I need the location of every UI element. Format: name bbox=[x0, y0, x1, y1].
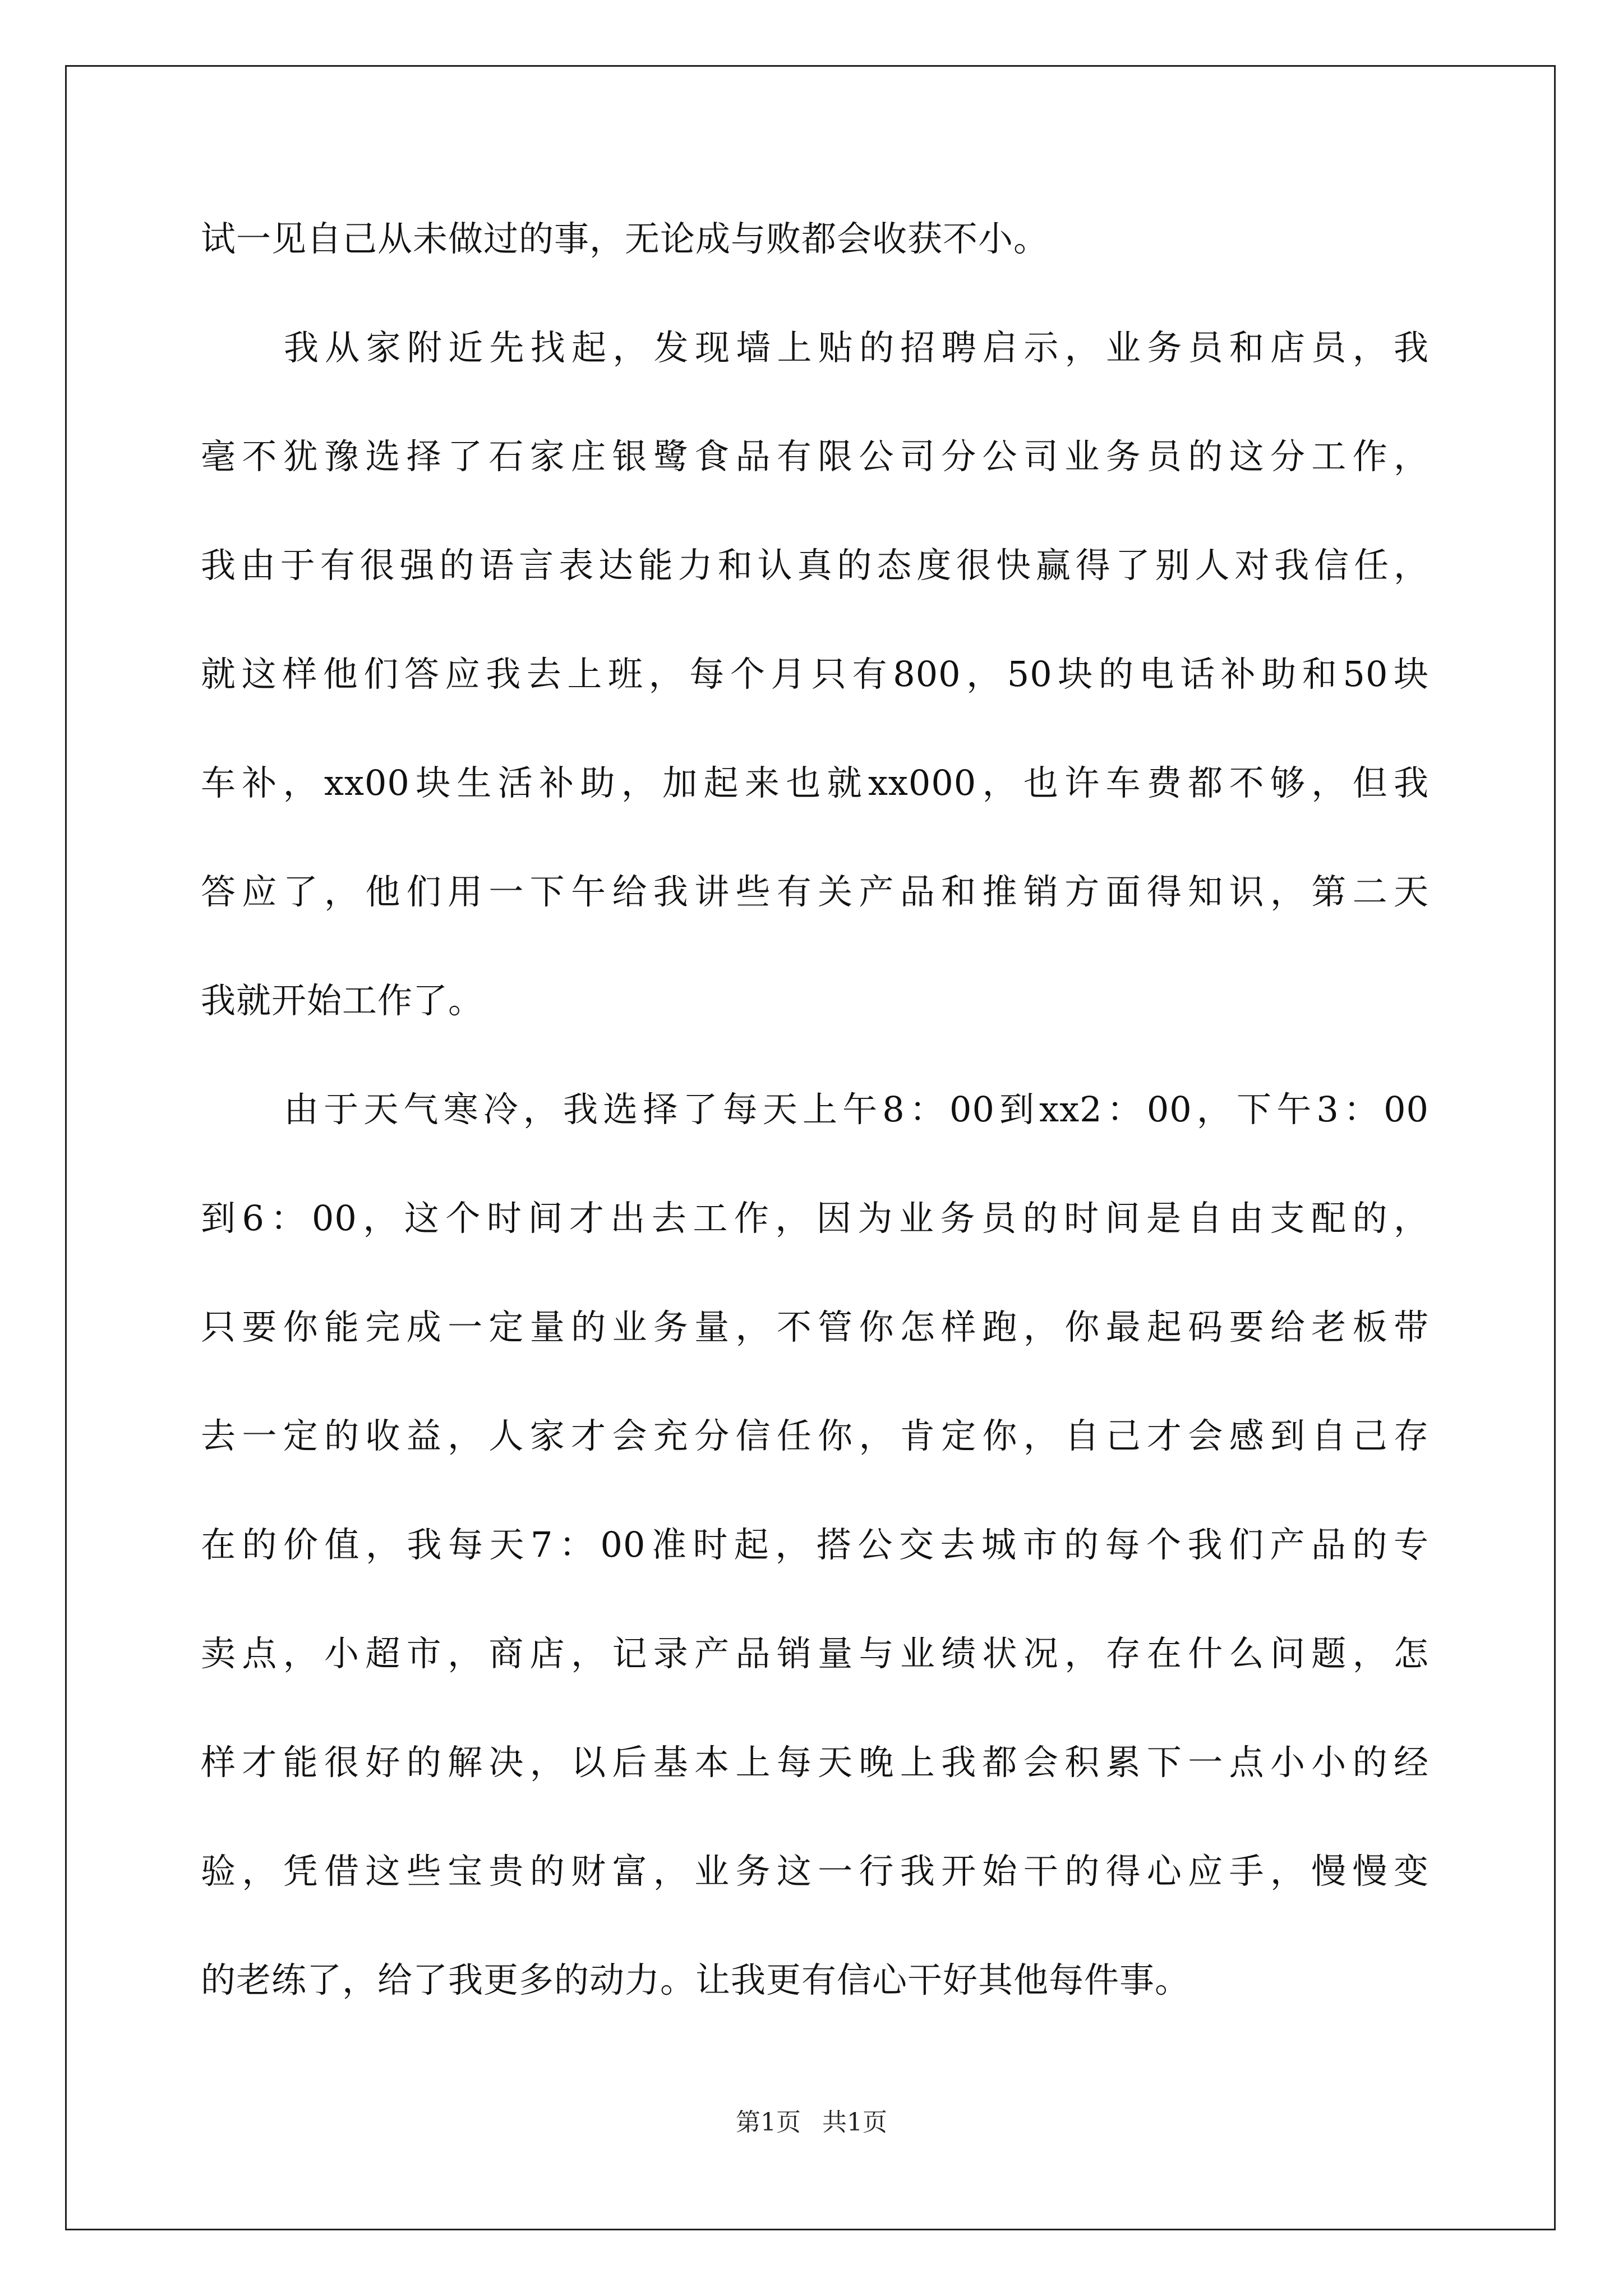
text-line: 答应了，他们用一下午给我讲些有关产品和推销方面得知识，第二天 bbox=[201, 871, 1429, 912]
text-line: 卖点，小超市，商店，记录产品销量与业绩状况，存在什么问题，怎 bbox=[201, 1633, 1429, 1674]
paragraph-first-line: 由于天气寒冷，我选择了每天上午8：00到xx2：00，下午3：00 bbox=[284, 1089, 1429, 1130]
page-total: 共1页 bbox=[822, 2108, 887, 2137]
text-line: 只要你能完成一定量的业务量，不管你怎样跑，你最起码要给老板带 bbox=[201, 1306, 1429, 1347]
text-line: 去一定的收益，人家才会充分信任你，肯定你，自己才会感到自己存 bbox=[201, 1415, 1429, 1456]
text-line: 的老练了，给了我更多的动力。让我更有信心干好其他每件事。 bbox=[201, 1959, 1191, 2000]
text-line: 到6：00，这个时间才出去工作，因为业务员的时间是自由支配的， bbox=[201, 1198, 1429, 1239]
text-line: 毫不犹豫选择了石家庄银鹭食品有限公司分公司业务员的这分工作， bbox=[201, 436, 1429, 477]
text-line: 验，凭借这些宝贵的财富，业务这一行我开始干的得心应手，慢慢变 bbox=[201, 1851, 1429, 1892]
text-line: 就这样他们答应我去上班，每个月只有800，50块的电话补助和50块 bbox=[201, 654, 1429, 694]
text-line: 我就开始工作了。 bbox=[201, 980, 484, 1021]
document-body bbox=[201, 211, 1429, 2061]
text-line: 在的价值，我每天7：00准时起，搭公交去城市的每个我们产品的专 bbox=[201, 1524, 1429, 1565]
page-number: 第1页 bbox=[736, 2108, 801, 2137]
text-line: 试一见自己从未做过的事，无论成与败都会收获不小。 bbox=[201, 218, 1049, 259]
text-line: 我由于有很强的语言表达能力和认真的态度很快赢得了别人对我信任， bbox=[201, 545, 1429, 586]
text-line: 车补，xx00块生活补助，加起来也就xx000，也许车费都不够，但我 bbox=[201, 762, 1429, 803]
paragraph-first-line: 我从家附近先找起，发现墙上贴的招聘启示，业务员和店员，我 bbox=[284, 327, 1429, 368]
text-line: 样才能很好的解决，以后基本上每天晚上我都会积累下一点小小的经 bbox=[201, 1742, 1429, 1783]
page-footer bbox=[0, 2106, 1623, 2139]
